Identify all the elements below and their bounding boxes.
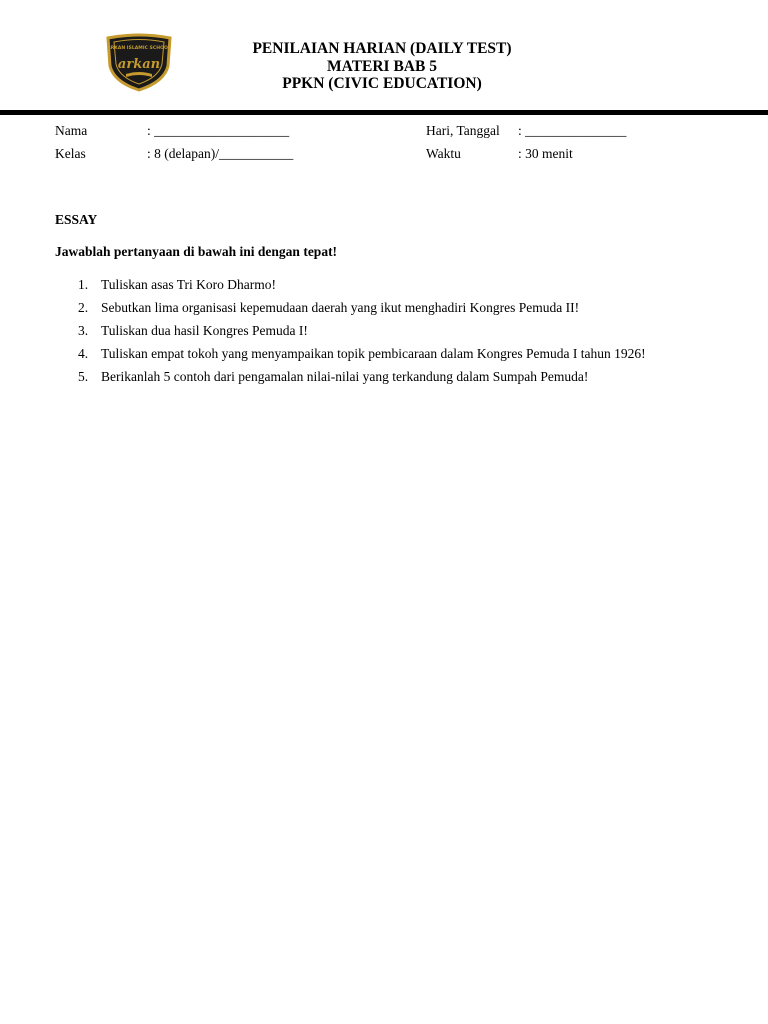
question-item — [78, 342, 698, 365]
question-number: 4. — [78, 346, 89, 361]
question-number: 3. — [78, 323, 89, 338]
waktu-label: Waktu — [426, 146, 461, 161]
header-title: PENILAIAN HARIAN (DAILY TEST) — [252, 40, 512, 57]
kelas-field[interactable]: : 8 (delapan)/___________ — [147, 146, 294, 161]
question-list — [78, 273, 698, 388]
school-logo — [104, 32, 174, 92]
question-item — [78, 296, 698, 319]
question-text: Tuliskan dua hasil Kongres Pemuda I! — [101, 323, 308, 338]
svg-text:arkan: arkan — [117, 57, 161, 72]
question-text: Berikanlah 5 contoh dari pengamalan nilai-nilai yang terkandung dalam Sumpah Pemuda! — [101, 369, 589, 384]
question-text: Sebutkan lima organisasi kepemudaan daerah yang ikut menghadiri Kongres Pemuda II! — [101, 300, 580, 315]
question-number: 5. — [78, 369, 89, 384]
nama-field[interactable]: : ____________________ — [147, 123, 290, 138]
hari-tanggal-field[interactable]: : _______________ — [518, 123, 627, 138]
question-text: Tuliskan asas Tri Koro Dharmo! — [101, 277, 277, 292]
instruction-text: Jawablah pertanyaan di bawah ini dengan tepat! — [55, 244, 338, 259]
question-number: 1. — [78, 277, 89, 292]
nama-label: Nama — [55, 123, 88, 138]
header-divider — [0, 110, 768, 115]
question-item — [78, 273, 698, 296]
question-text: Tuliskan empat tokoh yang menyampaikan topik pembicaraan dalam Kongres Pemuda I tahun 1926! — [101, 346, 646, 361]
svg-text:ARKAN ISLAMIC SCHOOL: ARKAN ISLAMIC SCHOOL — [107, 46, 171, 51]
hari-tanggal-label: Hari, Tanggal — [426, 123, 500, 138]
document-header — [180, 40, 584, 93]
question-item — [78, 365, 698, 388]
section-heading: ESSAY — [55, 212, 98, 227]
waktu-value: : 30 menit — [518, 146, 573, 161]
header-chapter: MATERI BAB 5 — [327, 57, 437, 75]
question-number: 2. — [78, 300, 89, 315]
kelas-label: Kelas — [55, 146, 86, 161]
header-subject: PPKN (CIVIC EDUCATION) — [282, 75, 482, 92]
question-item — [78, 319, 698, 342]
